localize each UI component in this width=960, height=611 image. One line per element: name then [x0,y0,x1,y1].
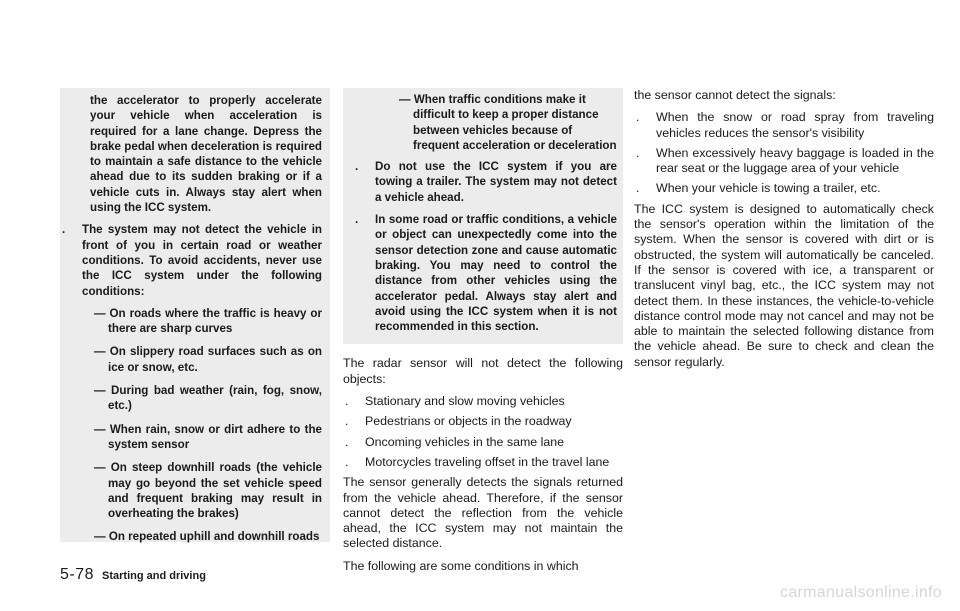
radar-item-text: Pedestrians or objects in the roadway [365,414,572,429]
bullet-marker: . [62,223,66,237]
condition-bullet-text: When the snow or road spray from traveling vehicles reduces the sensor's visibility [656,110,934,140]
conditions-continued: the sensor cannot detect the signals: [634,88,836,102]
conditions-lead: The following are some conditions in which [343,558,579,573]
bullet-marker: . [345,394,349,409]
sensor-paragraph: The sensor generally detects the signals returned from the vehicle ahead. Therefore, if the sensor cannot detect the reflection from the vehicle ahead, the ICC system may not maintain the selected distance. [343,475,623,551]
condition-item: — On slippery road surfaces such as on ice or snow, etc. [94,345,322,374]
condition-bullet-text: When your vehicle is towing a trailer, etc. [656,181,881,196]
warning-bullet [60,222,322,298]
condition-item: — When traffic conditions make it difficult to keep a proper distance between vehicles because of frequent acceleration or deceleration [399,93,617,152]
warning-bullet-text: Do not use the ICC system if you are towing a trailer. The system may not detect a vehicle ahead. [375,160,617,204]
radar-section [343,356,623,574]
middle-column [343,88,623,581]
warning-box-middle [343,88,623,344]
condition-item: — During bad weather (rain, fog, snow, etc.) [94,384,322,413]
bullet-marker: . [636,110,640,125]
radar-item [343,414,623,429]
radar-item-text: Stationary and slow moving vehicles [365,394,565,409]
radar-item-text: Oncoming vehicles in the same lane [365,434,565,449]
bullet-marker: . [636,145,640,160]
condition-bullet [634,146,934,177]
condition-item: — On steep downhill roads (the vehicle may go beyond the set vehicle speed and frequent braking may result in overheating the brakes) [94,461,322,521]
warning-bullet [353,159,617,205]
radar-intro: The radar sensor will not detect the following objects: [343,356,623,386]
warning-box-left [60,88,330,542]
condition-bullet [634,110,934,141]
radar-item [343,455,623,470]
condition-item: — On roads where the traffic is heavy or there are sharp curves [94,306,322,336]
radar-item [343,394,623,409]
bullet-marker: . [345,414,349,429]
bullet-marker: . [636,181,640,196]
warning-bullet-text: In some road or traffic conditions, a vehicle or object can unexpectedly come into the sensor detection zone and cause automatic braking. You may need to control the distance from other vehicles using the accelerator pedal. Always stay alert and avoid using the ICC system when it is not recommended in this section. [375,213,617,334]
page-footer [60,566,206,584]
bullet-marker: . [355,213,359,227]
right-column [634,88,934,377]
condition-bullet [634,181,934,196]
condition-item: — On repeated uphill and downhill roads [94,530,320,544]
condition-bullet-text: When excessively heavy baggage is loaded in the rear seat or the luggage area of your vehicle [656,145,934,176]
warning-bullet-text: The system may not detect the vehicle in front of you in certain road or weather conditions. To avoid accidents, never use the ICC system under the following conditions: [82,223,322,298]
radar-item-text: Motorcycles traveling offset in the travel lane [365,454,610,469]
warning-bullet [353,212,617,334]
condition-item: — When rain, snow or dirt adhere to the system sensor [94,422,322,451]
warning-intro: the accelerator to properly accelerate your vehicle when acceleration is required for a lane change. Depress the brake pedal when deceleration is required to maintain a safe distance to the vehicle ahead due to its sudden braking or if a vehicle cuts in. Always stay alert when using the ICC system. [90,94,322,215]
radar-item [343,435,623,450]
bullet-marker: . [345,454,349,469]
section-title: Starting and driving [102,570,206,582]
watermark: carmanualsonline.info [780,584,942,601]
system-paragraph: The ICC system is designed to automatically check the sensor's operation within the limitation of the system. When the sensor is covered with dirt or is obstructed, the system will automatically be canceled. If the sensor is covered with ice, a transparent or translucent vinyl bag, etc., the ICC system may not detect them. In these instances, the vehicle-to-vehicle distance control mode may not cancel and may not be able to maintain the selected following distance from the vehicle ahead. Be sure to check and clean the sensor regularly. [634,201,934,369]
bullet-marker: . [345,434,349,449]
bullet-marker: . [355,160,359,174]
page-number: 5-78 [60,566,95,583]
